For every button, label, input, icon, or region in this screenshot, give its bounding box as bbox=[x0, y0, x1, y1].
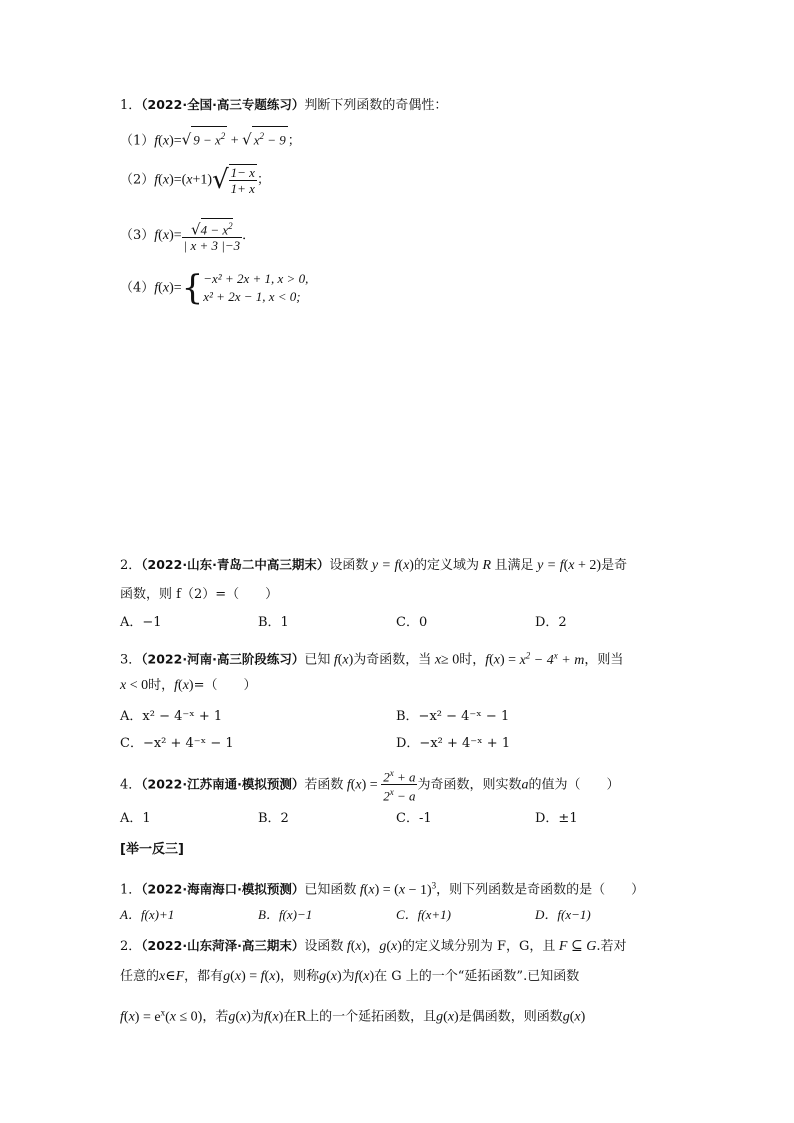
math-paren: ) bbox=[336, 969, 342, 984]
sqrt-symbol: √ bbox=[242, 130, 252, 149]
math-f: f bbox=[174, 678, 179, 693]
math-paren: ( bbox=[358, 969, 364, 984]
math-paren: ( bbox=[489, 652, 494, 668]
math-paren: ) bbox=[278, 1009, 284, 1025]
option-b[interactable]: B．1 bbox=[258, 615, 289, 630]
stem-text: 设函数 bbox=[329, 558, 369, 573]
stem-text: 已知函数 bbox=[304, 882, 357, 898]
math-expr: y = f bbox=[368, 558, 399, 573]
option-d[interactable]: D．f(x−1) bbox=[535, 907, 591, 922]
question-source: （2022·全国·高三专题练习） bbox=[141, 97, 305, 112]
stem-text: 若函数 bbox=[304, 777, 344, 793]
math-var: x bbox=[162, 133, 170, 149]
math-eq: ) = $e^x$( bbox=[134, 1007, 170, 1025]
period: ． bbox=[242, 228, 256, 244]
option-b[interactable]: B．2 bbox=[258, 811, 289, 826]
q1-part-2 bbox=[120, 164, 270, 196]
stem-text: 任意的 bbox=[120, 969, 160, 984]
math-lt: < 0 bbox=[126, 678, 149, 693]
math-subset: F ⊆ G bbox=[555, 939, 597, 954]
math-eq: ) = bbox=[500, 652, 520, 668]
math-paren: ( bbox=[563, 558, 569, 573]
math-plus: + bbox=[227, 133, 243, 149]
math-f: f bbox=[120, 1009, 124, 1025]
stem-text: 时， bbox=[459, 652, 486, 668]
math-minus: − 1)$^3$ bbox=[405, 880, 437, 898]
math-var: x bbox=[447, 1009, 455, 1025]
math-paren: ( bbox=[350, 939, 356, 954]
math-var: x bbox=[493, 652, 501, 668]
part-label: （1） bbox=[120, 133, 155, 149]
stem-text: 且满足 bbox=[494, 558, 534, 573]
math-var: x bbox=[128, 1009, 135, 1025]
math-eq: ) = bbox=[361, 777, 382, 793]
math-var: x bbox=[403, 558, 410, 573]
q1-part-3 bbox=[120, 218, 255, 253]
math-ge: ≥ 0 bbox=[441, 652, 460, 668]
semicolon: ； bbox=[256, 172, 270, 188]
math-var: x bbox=[234, 969, 242, 984]
part-expr: f bbox=[154, 133, 159, 149]
stem-text: .若对 bbox=[596, 939, 627, 954]
stem-text: ， bbox=[366, 939, 380, 954]
math-f: f bbox=[354, 969, 359, 984]
math-var: x bbox=[368, 882, 375, 898]
math-paren: ( bbox=[158, 133, 163, 149]
question-source: （2022·海南海口·模拟预测） bbox=[141, 881, 305, 897]
math-var: x bbox=[342, 652, 349, 668]
section-heading: [举一反三] bbox=[120, 842, 184, 857]
q2-line-2: 函数，则 f（2）=（ ） bbox=[120, 587, 279, 602]
math-eq: ) = ( bbox=[374, 882, 399, 898]
math-g: g bbox=[562, 1009, 570, 1025]
stem-text: 为奇函数，则实数 bbox=[417, 777, 522, 793]
math-paren: ( bbox=[398, 558, 404, 573]
option-c[interactable]: C．-1 bbox=[396, 811, 432, 826]
fraction: $\frac{1- x}{1+ x}$ bbox=[230, 165, 255, 196]
stem-text: =（ ） bbox=[193, 678, 257, 693]
q2-line-1 bbox=[120, 556, 627, 575]
math-var: x bbox=[182, 678, 189, 693]
math-paren: ) bbox=[348, 652, 354, 668]
question-number: 1． bbox=[120, 882, 142, 898]
math-cond: x bbox=[120, 678, 127, 693]
option-a[interactable]: A．x² − 4⁻ˣ + 1 bbox=[120, 709, 223, 724]
stem-text: 是偶函数，则函数 bbox=[458, 1009, 563, 1025]
math-cond: x bbox=[431, 652, 442, 668]
math-var: x bbox=[269, 969, 276, 984]
math-paren: ( bbox=[569, 1009, 575, 1025]
question-stem: 判断下列函数的奇偶性： bbox=[304, 98, 448, 113]
math-paren: ( bbox=[158, 228, 163, 244]
math-var: x bbox=[186, 172, 193, 188]
math-paren: ( bbox=[267, 1009, 273, 1025]
r2-line-2 bbox=[120, 968, 579, 986]
math-paren: ) bbox=[188, 678, 194, 693]
stem-text: 是奇 bbox=[601, 558, 628, 573]
math-f: f bbox=[154, 172, 159, 188]
stem-text: ，则称 bbox=[280, 969, 320, 984]
question-number: 1． bbox=[120, 98, 142, 113]
math-var: x bbox=[272, 1009, 279, 1025]
math-plus: +1) bbox=[192, 172, 213, 188]
math-eq: )= bbox=[169, 228, 182, 244]
semicolon: ； bbox=[287, 133, 301, 149]
sqrt-symbol: √ bbox=[181, 130, 192, 149]
stem-text: 为 bbox=[250, 1009, 264, 1025]
question-source: （2022·山东·青岛二中高三期末） bbox=[141, 557, 330, 572]
math-var: x bbox=[355, 939, 362, 954]
q1-part-1 bbox=[120, 126, 301, 150]
stem-text: 的值为（ ） bbox=[528, 777, 620, 793]
question-number: 2． bbox=[120, 558, 142, 573]
sqrt-symbol: √ bbox=[212, 165, 229, 195]
question-source: （2022·河南·高三阶段练习） bbox=[141, 651, 305, 667]
math-g: g bbox=[223, 969, 231, 984]
stem-text: ，都有 bbox=[184, 969, 224, 984]
math-paren: ) bbox=[409, 558, 414, 573]
math-var: x bbox=[568, 558, 575, 573]
math-eq: )= bbox=[169, 280, 182, 296]
stem-text: ，则下列函数是奇函数的是（ ） bbox=[436, 882, 645, 898]
part-label: （4） bbox=[120, 280, 155, 296]
math-paren: ( bbox=[235, 1009, 240, 1025]
question-number: 3． bbox=[120, 652, 142, 668]
math-var: x bbox=[390, 939, 398, 954]
stem-text: 的定义域为 bbox=[413, 558, 479, 573]
stem-text: 时， bbox=[148, 678, 175, 693]
stem-text: 在R上的一个延拓函数，且 bbox=[283, 1009, 437, 1025]
math-paren: ( bbox=[350, 777, 356, 793]
question-number: 2． bbox=[120, 939, 142, 954]
option-d[interactable]: D．−x² + 4⁻ˣ + 1 bbox=[396, 736, 511, 751]
part-label: （2） bbox=[120, 172, 155, 188]
stem-text: ，若 bbox=[202, 1009, 229, 1025]
math-g: g bbox=[319, 969, 327, 984]
math-paren: ) bbox=[361, 939, 367, 954]
stem-text: 为 bbox=[341, 969, 355, 984]
case-2: x² + 2x − 1, x < 0; bbox=[203, 289, 301, 304]
math-f: f bbox=[343, 939, 351, 954]
stem-text: 的定义域分别为 F，G，且 bbox=[401, 939, 556, 954]
math-var: x bbox=[240, 1009, 247, 1025]
math-in: x∈F bbox=[159, 969, 185, 984]
r1-line-1 bbox=[120, 876, 644, 900]
radicand: $9 - x^2$ bbox=[191, 126, 227, 149]
r2-line-1 bbox=[120, 937, 626, 956]
math-paren: ( bbox=[123, 1009, 129, 1025]
math-paren: ( bbox=[326, 969, 331, 984]
radicand: $x^2 - 9$ bbox=[252, 126, 288, 149]
math-expr: y = f bbox=[533, 558, 564, 573]
math-plus: + 2) bbox=[574, 558, 602, 573]
math-eq: )= bbox=[169, 133, 182, 149]
q3-line-1 bbox=[120, 646, 623, 670]
math-paren: ) bbox=[275, 969, 281, 984]
stem-text: 设函数 bbox=[304, 939, 344, 954]
option-d[interactable]: D．2 bbox=[535, 615, 567, 630]
math-f: f bbox=[356, 882, 364, 898]
question-number: 4． bbox=[120, 777, 142, 793]
option-c[interactable]: C．0 bbox=[396, 615, 428, 630]
q4-line-1 bbox=[120, 766, 620, 804]
math-f: f bbox=[330, 652, 338, 668]
fraction: $\frac{2^x + a}{2^x - a}$ bbox=[383, 768, 416, 804]
option-a[interactable]: A．f(x)+1 bbox=[120, 907, 175, 922]
math-eq: )=( bbox=[169, 172, 187, 188]
option-d[interactable]: D．±1 bbox=[535, 811, 578, 826]
brace: { bbox=[181, 268, 204, 308]
fraction: $\frac{√4 - x^2}{| x + 3 |-3}$ bbox=[182, 218, 242, 253]
stem-text: 已知 bbox=[304, 652, 331, 668]
math-var: x bbox=[574, 1009, 581, 1025]
math-paren: ( bbox=[178, 678, 183, 693]
math-f: f bbox=[263, 1009, 268, 1025]
math-paren: ( bbox=[158, 172, 163, 188]
math-paren: ( bbox=[443, 1009, 448, 1025]
math-expr: $x^2 - 4^x + m$ bbox=[519, 650, 585, 668]
math-var: x bbox=[363, 969, 370, 984]
stem-text: 为奇函数，当 bbox=[353, 652, 432, 668]
option-a[interactable]: A．1 bbox=[120, 811, 151, 826]
q1-header bbox=[120, 96, 447, 115]
math-paren: ( bbox=[158, 280, 163, 296]
part-label: （3） bbox=[120, 228, 155, 244]
stem-text: ，则当 bbox=[584, 652, 624, 668]
math-var: x bbox=[162, 280, 170, 296]
math-paren: ( bbox=[386, 939, 391, 954]
math-var: a bbox=[521, 777, 529, 793]
math-var: x bbox=[162, 228, 170, 244]
math-paren: ( bbox=[337, 652, 343, 668]
math-le: ≤ 0) bbox=[175, 1009, 203, 1025]
math-paren: ( bbox=[264, 969, 270, 984]
math-g: g bbox=[228, 1009, 236, 1025]
math-f: f bbox=[154, 280, 159, 296]
math-paren: ) bbox=[246, 1009, 251, 1025]
math-eq: ) = bbox=[241, 969, 261, 984]
math-f: f bbox=[260, 969, 265, 984]
option-b[interactable]: B．−x² − 4⁻ˣ − 1 bbox=[396, 709, 510, 724]
math-paren: ) bbox=[454, 1009, 459, 1025]
option-b[interactable]: B．f(x)−1 bbox=[258, 907, 313, 922]
r2-line-3 bbox=[120, 1003, 585, 1027]
math-var: x bbox=[355, 777, 362, 793]
stem-text: 在 G 上的一个“延拓函数”.已知函数 bbox=[374, 969, 580, 984]
math-f: f bbox=[154, 228, 159, 244]
math-f: f bbox=[343, 777, 351, 793]
math-paren: ) bbox=[397, 939, 402, 954]
case-1: −x² + 2x + 1, x > 0, bbox=[203, 271, 309, 286]
piecewise-cases bbox=[203, 270, 308, 306]
option-c[interactable]: C．f(x+1) bbox=[396, 907, 451, 922]
math-paren: ) bbox=[580, 1009, 586, 1025]
math-var: x bbox=[330, 969, 337, 984]
math-paren: ( bbox=[230, 969, 235, 984]
math-var: x bbox=[169, 1009, 176, 1025]
option-a[interactable]: A．−1 bbox=[120, 615, 162, 630]
question-source: （2022·江苏南通·模拟预测） bbox=[141, 776, 305, 792]
question-source: （2022·山东菏泽·高三期末） bbox=[141, 938, 305, 953]
math-var: x bbox=[398, 882, 406, 898]
math-var: R bbox=[478, 558, 495, 573]
option-c[interactable]: C．−x² + 4⁻ˣ − 1 bbox=[120, 736, 234, 751]
math-paren: ( bbox=[363, 882, 369, 898]
math-g: g bbox=[379, 939, 387, 954]
math-f: f bbox=[485, 652, 490, 668]
math-g: g bbox=[436, 1009, 444, 1025]
q1-part-4 bbox=[120, 270, 308, 306]
math-paren: ) bbox=[369, 969, 375, 984]
math-var: x bbox=[162, 172, 170, 188]
q3-line-2 bbox=[120, 677, 257, 695]
